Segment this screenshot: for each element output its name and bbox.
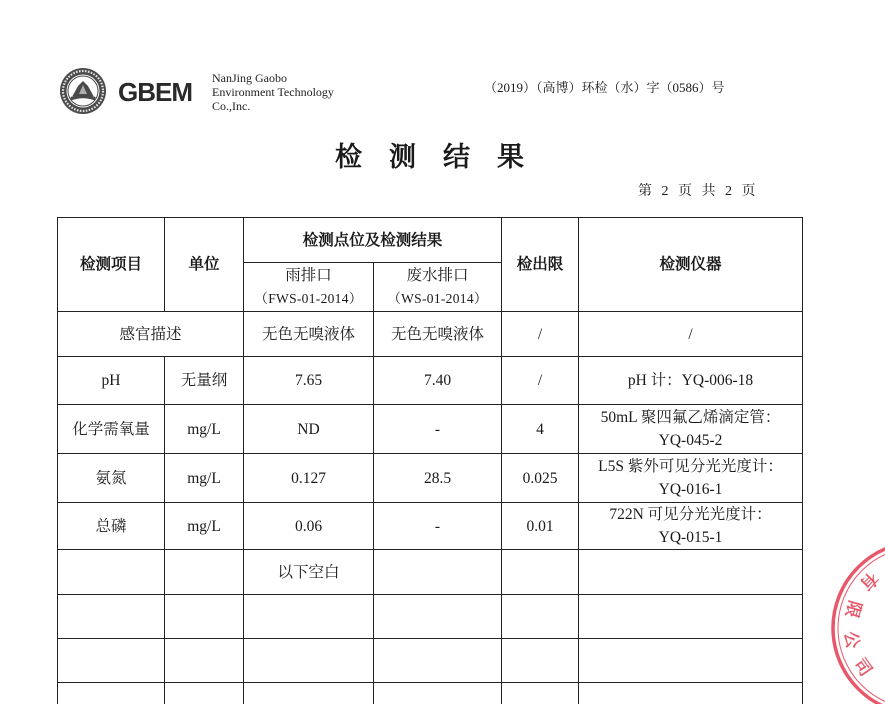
row-cod-unit: mg/L: [165, 405, 244, 454]
row-ammonia-item: 氨氮: [58, 454, 165, 503]
row-sensory-item: 感官描述: [58, 312, 244, 357]
row-ammonia-detection-limit: 0.025: [502, 454, 579, 503]
empty-cell: [374, 550, 502, 595]
empty-cell: [502, 550, 579, 595]
instrument-line: 50mL 聚四氟乙烯滴定管：: [600, 409, 781, 426]
row-cod-detection-limit: 4: [502, 405, 579, 454]
empty-cell: [374, 683, 502, 704]
empty-cell: [579, 550, 803, 595]
report-number: （2019）（高博）环检（水）字（0586）号: [484, 80, 725, 95]
empty-cell: [579, 595, 803, 639]
empty-cell: [502, 683, 579, 704]
seal-character: 司: [849, 654, 876, 681]
row-ph-unit: 无量纲: [165, 357, 244, 405]
row-ph-rain-outlet: 7.65: [244, 357, 374, 405]
header-sampling-points: 检测点位及检测结果: [244, 218, 502, 263]
row-phosphorus-instrument: [579, 503, 803, 550]
header-point-rain-outlet: [244, 263, 374, 312]
seal-outer-ring: [833, 545, 885, 704]
empty-cell: [58, 639, 165, 683]
empty-cell: [165, 550, 244, 595]
empty-cell: [579, 639, 803, 683]
instrument-line: 722N 可见分光光度计：: [609, 506, 772, 523]
seal-character: 有: [855, 567, 882, 594]
brand-wordmark: GBEM: [118, 77, 192, 107]
row-phosphorus-detection-limit: 0.01: [502, 503, 579, 550]
instrument-line: YQ-015-1: [658, 529, 723, 546]
empty-cell: [502, 595, 579, 639]
row-ph-wastewater-outlet: 7.40: [374, 357, 502, 405]
empty-cell: [165, 639, 244, 683]
point-code: （FWS-01-2014）: [254, 291, 363, 306]
row-ammonia-rain-outlet: 0.127: [244, 454, 374, 503]
row-ammonia-unit: mg/L: [165, 454, 244, 503]
blank-note: 以下空白: [244, 550, 374, 595]
instrument-line: L5S 紫外可见分光光度计：: [598, 458, 783, 475]
header-item: 检测项目: [58, 218, 165, 312]
point-name: 废水排口: [406, 267, 469, 284]
company-name: [212, 71, 334, 113]
instrument-line: YQ-016-1: [658, 481, 723, 498]
row-cod-instrument: [579, 405, 803, 454]
header-point-wastewater-outlet: [374, 263, 502, 312]
empty-cell: [165, 595, 244, 639]
row-ammonia-instrument: [579, 454, 803, 503]
row-sensory-detection-limit: /: [502, 312, 579, 357]
empty-cell: [165, 683, 244, 704]
row-sensory-wastewater-outlet: 无色无嗅液体: [374, 312, 502, 357]
row-ammonia-wastewater-outlet: 28.5: [374, 454, 502, 503]
company-logo-icon: [59, 67, 107, 115]
company-name-line: NanJing Gaobo: [212, 71, 287, 85]
header-unit: 单位: [165, 218, 244, 312]
empty-cell: [58, 550, 165, 595]
point-code: （WS-01-2014）: [387, 291, 488, 306]
instrument-line: YQ-045-2: [658, 432, 723, 449]
document-title: 检测结果: [335, 142, 551, 172]
row-phosphorus-item: 总磷: [58, 503, 165, 550]
empty-cell: [374, 639, 502, 683]
row-cod-rain-outlet: ND: [244, 405, 374, 454]
header-detection-limit: 检出限: [502, 218, 579, 312]
row-cod-wastewater-outlet: -: [374, 405, 502, 454]
empty-cell: [244, 683, 374, 704]
row-phosphorus-unit: mg/L: [165, 503, 244, 550]
row-cod-item: 化学需氧量: [58, 405, 165, 454]
empty-cell: [579, 683, 803, 704]
row-sensory-instrument: /: [579, 312, 803, 357]
company-name-line: Co.,Inc.: [212, 99, 251, 113]
row-phosphorus-rain-outlet: 0.06: [244, 503, 374, 550]
empty-cell: [244, 595, 374, 639]
results-table: [57, 217, 803, 704]
official-seal: [826, 545, 885, 704]
row-phosphorus-wastewater-outlet: -: [374, 503, 502, 550]
page-indicator: 第 2 页 共 2 页: [638, 184, 759, 199]
point-name: 雨排口: [285, 267, 332, 284]
seal-character: 公: [839, 629, 863, 651]
empty-cell: [502, 639, 579, 683]
row-ph-item: pH: [58, 357, 165, 405]
empty-cell: [58, 683, 165, 704]
row-ph-detection-limit: /: [502, 357, 579, 405]
seal-inner-ring: [838, 547, 885, 704]
empty-cell: [244, 639, 374, 683]
empty-cell: [58, 595, 165, 639]
header-instrument: 检测仪器: [579, 218, 803, 312]
empty-cell: [374, 595, 502, 639]
row-ph-instrument: pH 计：YQ-006-18: [579, 357, 803, 405]
company-name-line: Environment Technology: [212, 85, 334, 99]
seal-character: 限: [840, 598, 865, 620]
row-sensory-rain-outlet: 无色无嗅液体: [244, 312, 374, 357]
